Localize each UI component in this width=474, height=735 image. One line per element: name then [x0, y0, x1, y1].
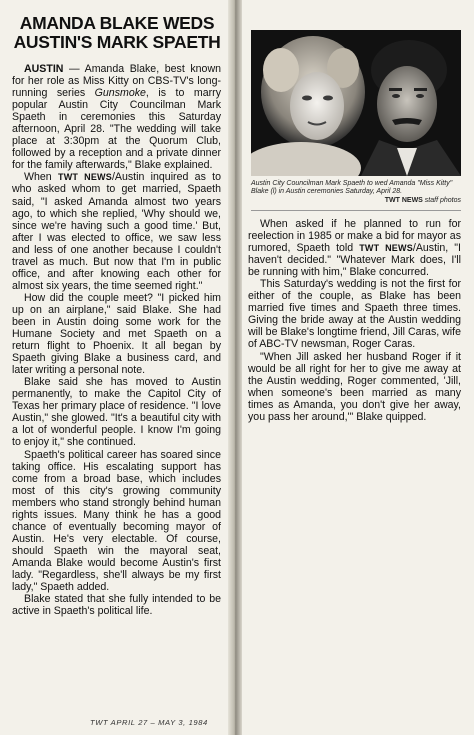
- article-paragraph: When TWT NEWS/Austin inquired as to who asked whom to get married, Spaeth said, "I asked Amanda almost two years ago, to which she replied, 'Why should we, since we're having such a good time.' But, after I was elected to office, we saw less and less of one another because I couldn't travel as much. But now that I'm in public office, and after knowing each other for almost six years, the time seemed right.": [12, 171, 222, 292]
- credit-text: staff photos: [422, 196, 461, 204]
- article-paragraph: Blake stated that she fully intended to be active in Spaeth's political life.: [12, 593, 221, 618]
- headline: [12, 14, 222, 52]
- article-paragraph: "When Jill asked her husband Roger if it would be all right for her to give me away at the Austin wedding, Roger commented, 'Jill, when someone's been married as many times as Amanda, you don't give her away, you pass her around,'" Blake quipped.: [248, 350, 461, 423]
- source-name: TWT NEWS: [359, 243, 413, 254]
- article-column-right: [248, 218, 461, 423]
- article-paragraph: Blake said she has moved to Austin permanently, to make the Capitol City of Texas her primary place of residence. "I love Austin," she glowed. "It's a beautiful city with a lot of wonderful people. I know I'm going to enjoy it," she continued.: [12, 376, 221, 449]
- article-paragraph: Spaeth's political career has soared since taking office. His escalating support has come from a broad base, which includes most of this city's growing community members who stand strongly behind human rights issues. Many think he has a good chance of eventually becoming mayor of Austin. He's very electable. Of course, should Spaeth win the mayoral seat, Amanda Blake would become Austin's first lady. "Regardless, she'll always be my first lady," Spaeth added.: [12, 448, 221, 594]
- photo-credit: [251, 197, 461, 205]
- credit-source: TWT NEWS: [384, 196, 423, 204]
- couple-photo: [251, 30, 461, 176]
- headline-line-1: AMANDA BLAKE WEDS: [19, 13, 215, 33]
- caption-divider: [251, 210, 461, 211]
- article-paragraph: How did the couple meet? "I picked him up on an airplane," said Blake. She had been in Austin doing some work for the Humane Society and met Spaeth on a return flight to Phoenix. It all began by Spaeth giving Blake a business card, and later writing a personal note.: [12, 291, 221, 377]
- headline-line-2: AUSTIN'S MARK SPAETH: [13, 32, 221, 52]
- source-name: TWT NEWS: [58, 172, 112, 183]
- article-paragraph: When asked if he planned to run for reelection in 1985 or make a bid for mayor as rumored, Spaeth told TWT NEWS/Austin, "I haven't decided." "Whatever Mark does, I'll be running with him," Blake concurred.: [248, 218, 461, 279]
- article-column-left: [12, 63, 221, 617]
- page-gutter: [228, 0, 242, 735]
- page-footer: TWT APRIL 27 – MAY 3, 1984: [90, 718, 208, 727]
- show-title: Gunsmoke: [94, 87, 146, 100]
- article-paragraph: AUSTIN — Amanda Blake, best known for her role as Miss Kitty on CBS-TV's long-running series Gunsmoke, is to marry popular Austin City Councilman Mark Spaeth in ceremonies this Saturday afternoon, April 28. "The wedding will take place at 3:30pm at the Quorum Club, followed by a reception and a private dinner for the family afterwards," Blake explained.: [12, 63, 221, 172]
- caption-text: Austin City Councilman Mark Spaeth to wed Amanda "Miss Kitty" Blake (l) in Austin ceremonies Saturday, April 28.: [251, 180, 453, 196]
- article-paragraph: This Saturday's wedding is not the first for either of the couple, as Blake has been married five times and Spaeth three times. Giving the bride away at the Austin wedding will be Blake's longtime friend, Jill Caras, wife of ABC-TV newsman, Roger Caras.: [248, 278, 461, 351]
- photo-caption: [251, 180, 461, 205]
- dateline: AUSTIN: [24, 63, 64, 75]
- couple-photo-image: [251, 30, 461, 176]
